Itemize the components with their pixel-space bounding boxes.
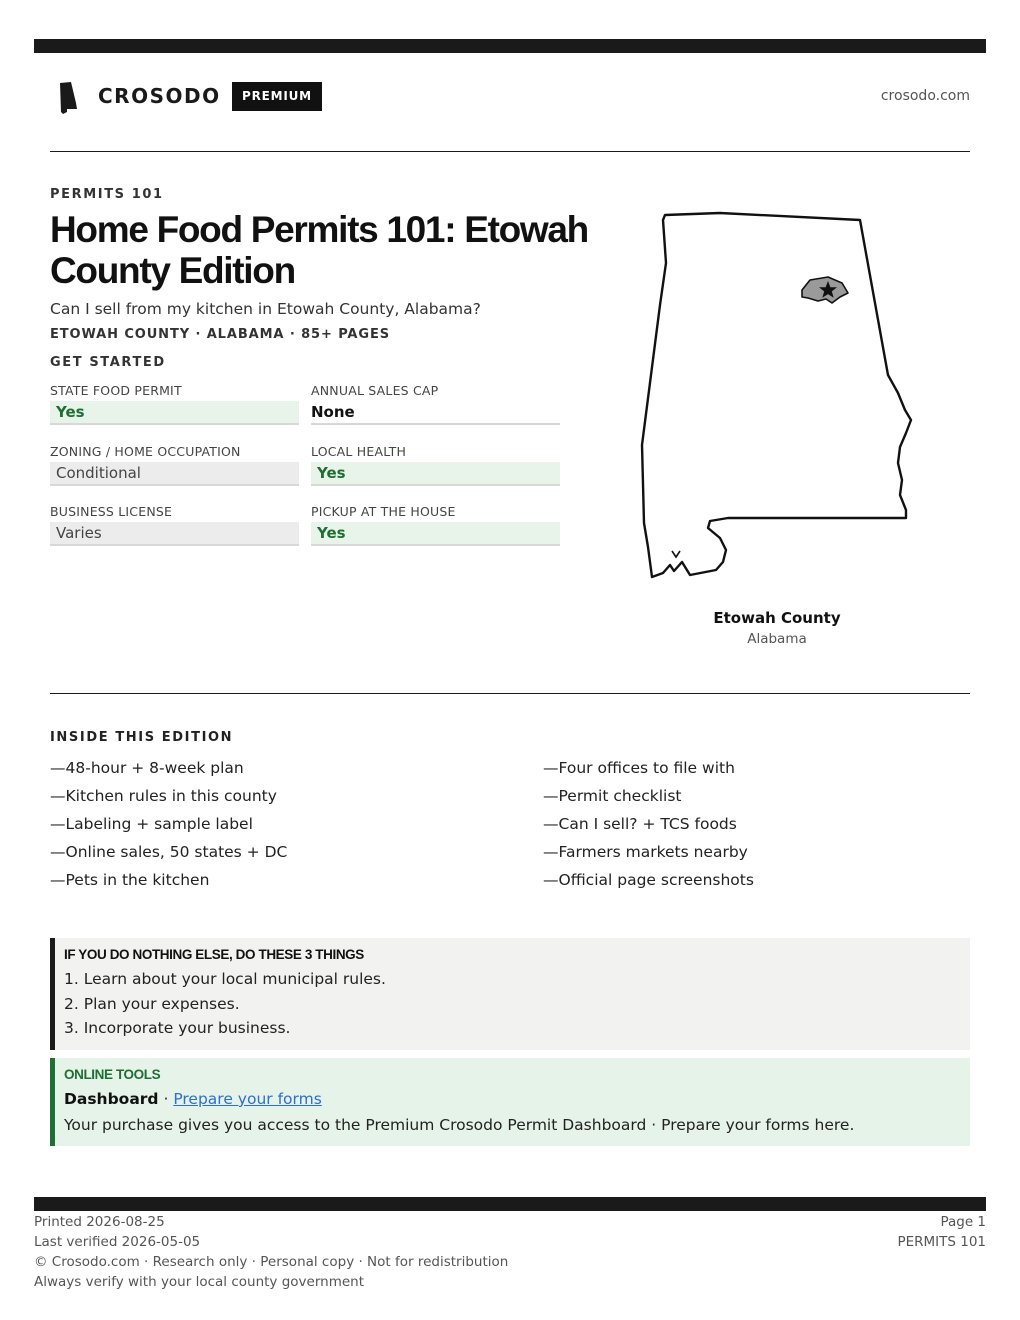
list-item: —Online sales, 50 states + DC <box>50 843 288 861</box>
list-item: —Official page screenshots <box>543 871 754 889</box>
callout-heading: IF YOU DO NOTHING ELSE, DO THESE 3 THINGS <box>64 947 364 962</box>
footer-left <box>34 1213 508 1293</box>
footer-right <box>897 1213 986 1253</box>
section-divider <box>50 693 970 694</box>
printed-date: Printed 2026-08-25 <box>34 1214 165 1230</box>
header-divider <box>50 151 970 152</box>
fact-value: None <box>311 401 560 425</box>
map-county-caption: Etowah County <box>713 609 841 627</box>
fact-business-license <box>50 503 299 546</box>
prepare-forms-link[interactable]: Prepare your forms <box>173 1090 322 1108</box>
three-things-callout <box>50 938 970 1050</box>
map-state-caption: Alabama <box>747 631 807 647</box>
site-url[interactable]: crosodo.com <box>880 88 970 104</box>
edition-meta: ETOWAH COUNTY · ALABAMA · 85+ PAGES <box>50 327 391 342</box>
tools-description: Your purchase gives you access to the Premium Crosodo Permit Dashboard · Prepare your forms here. <box>64 1116 855 1134</box>
fact-local-health <box>311 443 560 486</box>
fact-value: Varies <box>50 522 299 546</box>
fact-label: PICKUP AT THE HOUSE <box>311 504 456 519</box>
online-tools-callout <box>50 1058 970 1146</box>
inside-edition-list-left <box>50 757 287 897</box>
fact-state-food-permit <box>50 382 299 425</box>
list-item: —48-hour + 8-week plan <box>50 759 244 777</box>
tools-link-line <box>64 1090 970 1116</box>
separator: · <box>158 1090 174 1108</box>
alabama-county-map <box>630 205 930 585</box>
callout-item: 2. Plan your expenses. <box>64 994 240 1013</box>
list-item: —Four offices to file with <box>543 759 735 777</box>
footer-section: PERMITS 101 <box>897 1234 986 1250</box>
alabama-outline <box>642 213 911 577</box>
callout-item: 3. Incorporate your business. <box>64 1019 291 1037</box>
page-title: Home Food Permits 101: Etowah County Edition <box>50 209 588 291</box>
alabama-state-silhouette-icon <box>58 81 80 115</box>
fact-value: Yes <box>50 401 299 425</box>
fact-value: Yes <box>311 522 560 546</box>
inside-edition-list-right <box>543 757 754 897</box>
fact-zoning <box>50 443 299 486</box>
mobile-bay-inlet <box>672 551 680 557</box>
list-item: —Kitchen rules in this county <box>50 787 277 805</box>
fact-value: Yes <box>311 462 560 486</box>
verified-date: Last verified 2026-05-05 <box>34 1234 201 1250</box>
list-item: —Pets in the kitchen <box>50 871 210 889</box>
top-rule-bar <box>34 39 986 53</box>
fact-pickup-at-house <box>311 503 560 546</box>
page-subtitle: Can I sell from my kitchen in Etowah County, Alabama? <box>50 300 481 318</box>
fact-value: Conditional <box>50 462 299 486</box>
fact-label: BUSINESS LICENSE <box>50 504 173 519</box>
fact-annual-sales-cap <box>311 382 560 425</box>
get-started-heading: GET STARTED <box>50 355 166 370</box>
tools-heading: ONLINE TOOLS <box>64 1067 161 1082</box>
list-item: —Farmers markets nearby <box>543 843 748 861</box>
copyright-notice: © Crosodo.com · Research only · Personal copy · Not for redistribution <box>34 1254 509 1270</box>
fact-label: LOCAL HEALTH <box>311 444 407 459</box>
bottom-rule-bar <box>34 1197 986 1211</box>
fact-label: ANNUAL SALES CAP <box>311 383 439 398</box>
premium-badge: PREMIUM <box>232 82 322 111</box>
verify-advice: Always verify with your local county government <box>34 1274 364 1290</box>
fact-label: ZONING / HOME OCCUPATION <box>50 444 241 459</box>
section-kicker: PERMITS 101 <box>50 187 164 202</box>
list-item: —Labeling + sample label <box>50 815 253 833</box>
page-header <box>50 78 970 118</box>
dashboard-label: Dashboard <box>64 1090 159 1108</box>
fact-label: STATE FOOD PERMIT <box>50 383 182 398</box>
callout-item: 1. Learn about your local municipal rules. <box>64 970 386 988</box>
brand-name[interactable]: CROSODO <box>98 84 221 108</box>
list-item: —Permit checklist <box>543 787 682 805</box>
page-number: Page 1 <box>940 1214 986 1230</box>
inside-edition-heading: INSIDE THIS EDITION <box>50 730 234 745</box>
list-item: —Can I sell? + TCS foods <box>543 815 737 833</box>
